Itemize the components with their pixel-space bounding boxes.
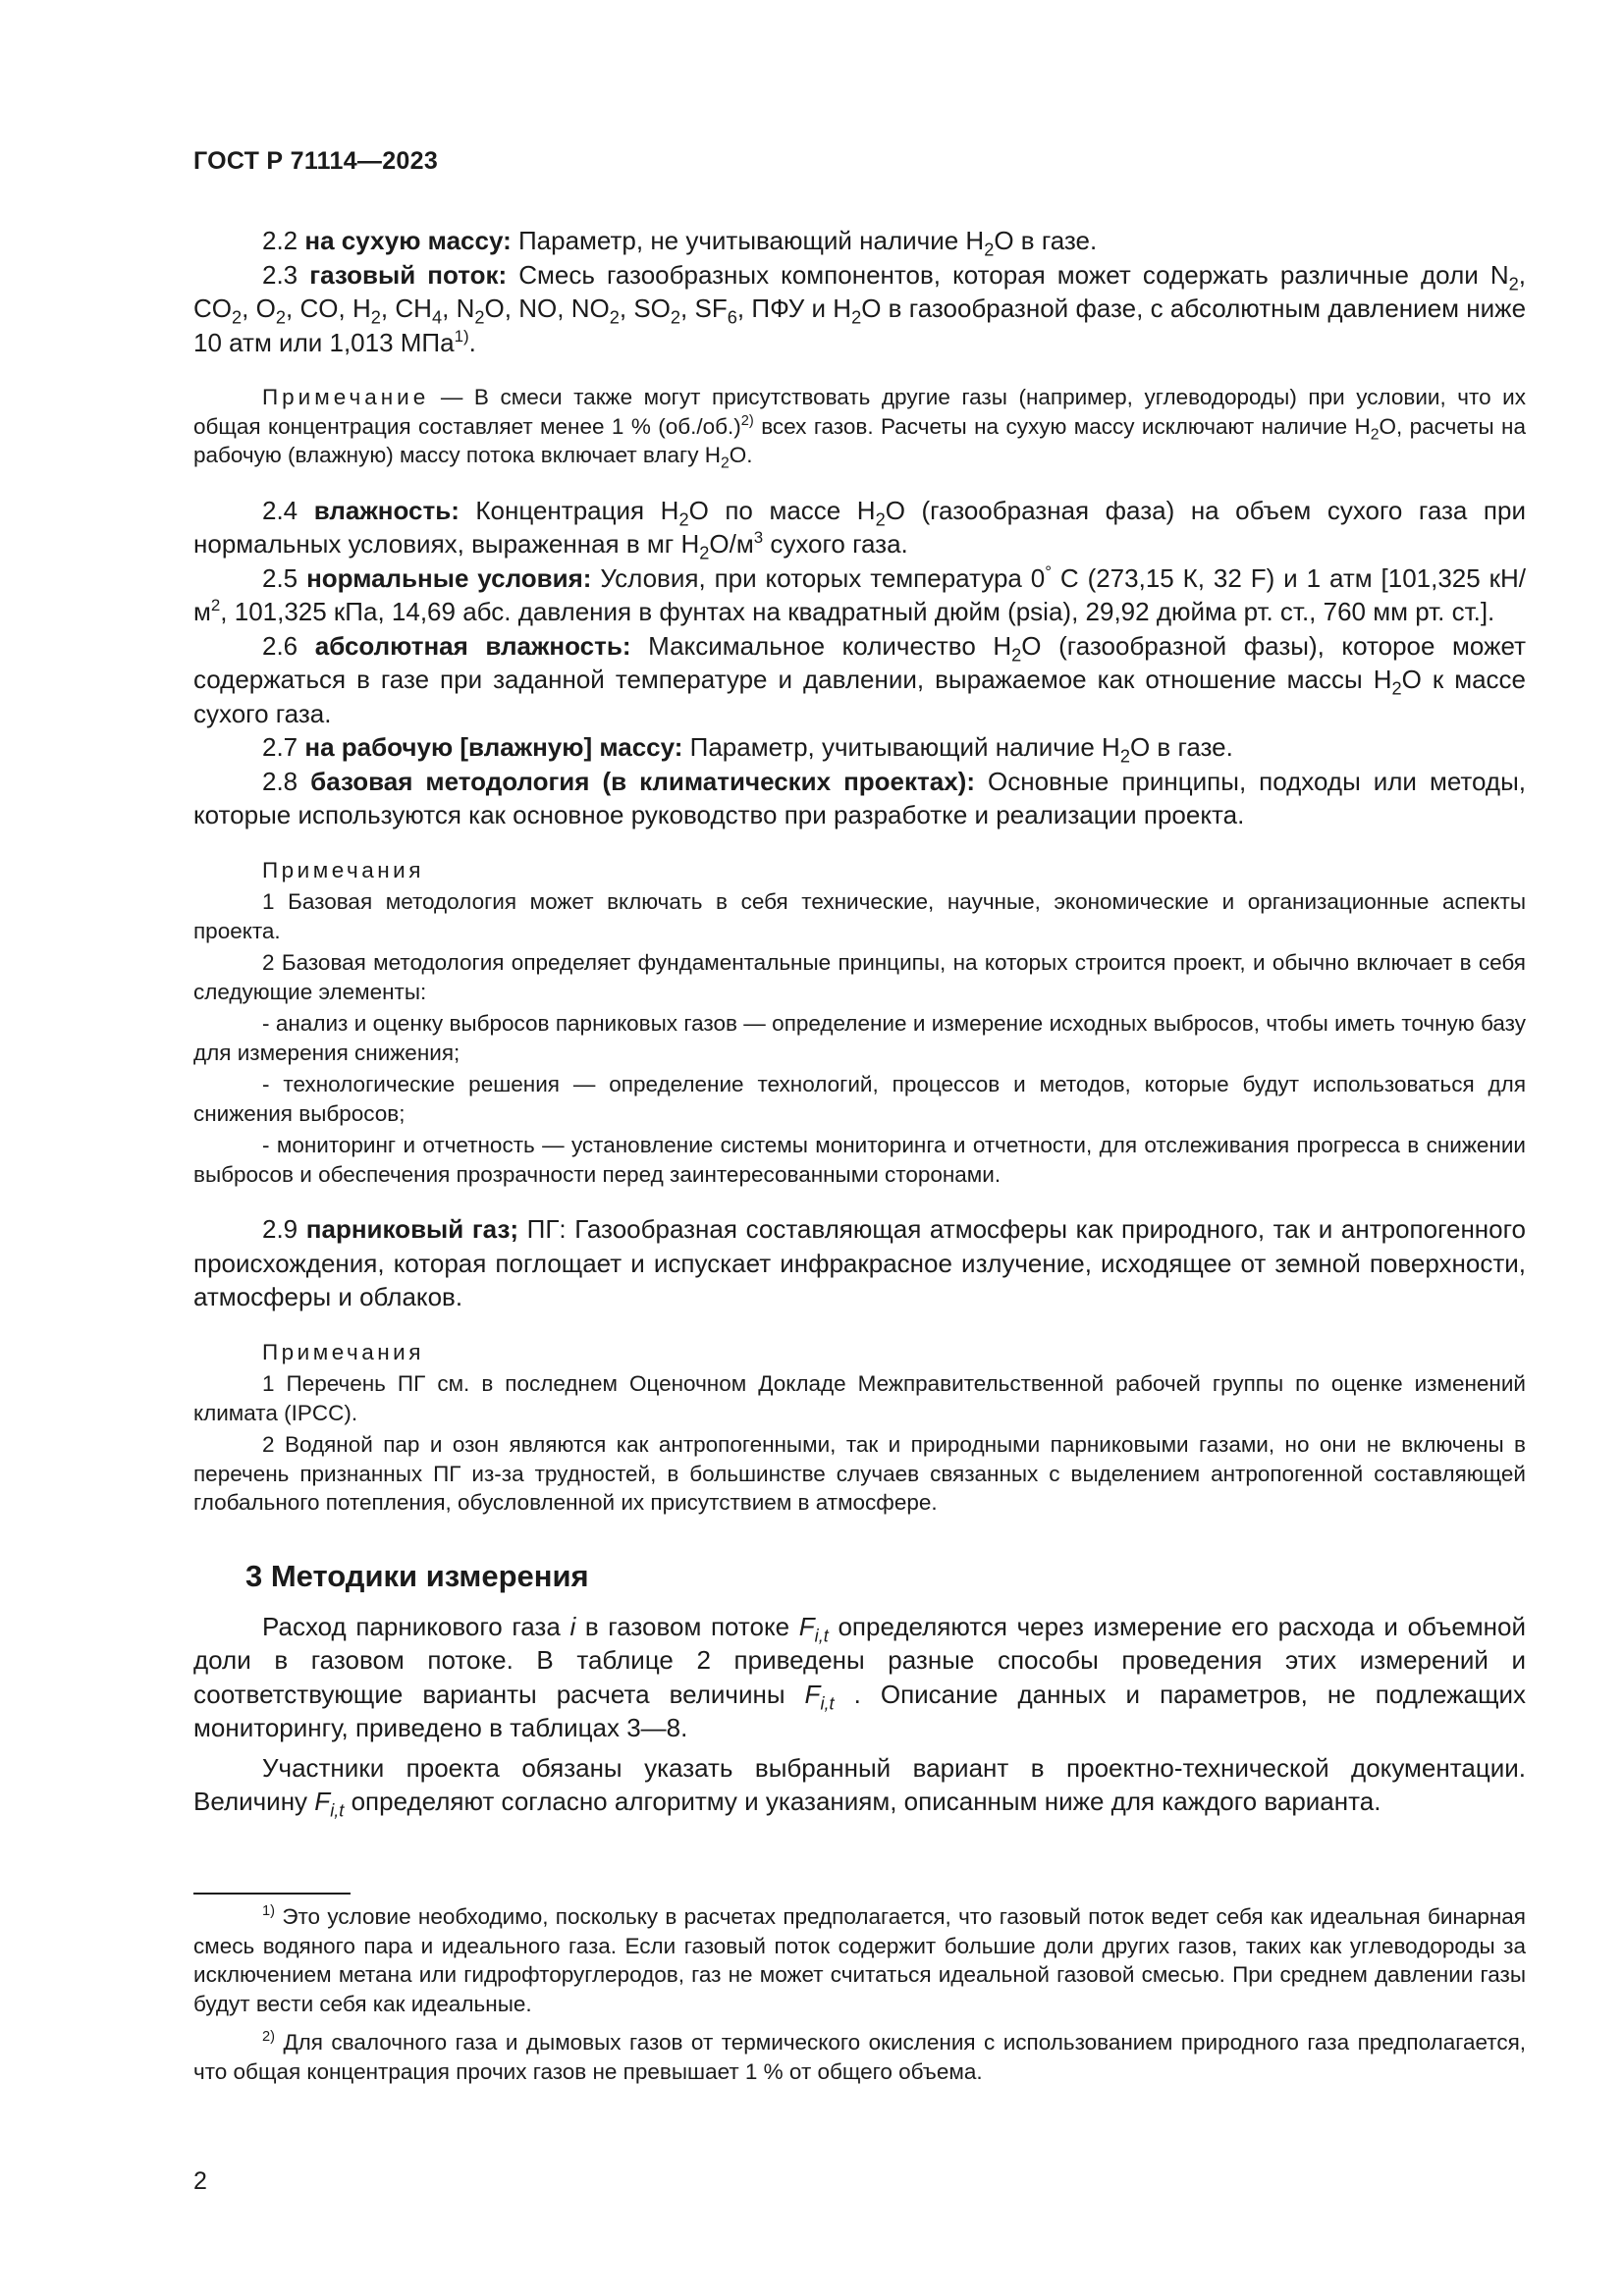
term-2-2: 2.2 на сухую массу: Параметр, не учитывающий наличие $H_2O$ в газе. bbox=[262, 226, 1098, 260]
footnote-divider bbox=[193, 1893, 351, 1895]
notes-2-9-label: Примечания bbox=[262, 1339, 424, 1364]
note-2-8-item: - мониторинг и отчетность — установление системы мониторинга и отчетности, для отслеживания прогресса в снижении выбросов и обеспечения прозрачности перед заинтересованными сторонами. bbox=[193, 1133, 1526, 1187]
section-3-title: 3 Методики измерения bbox=[245, 1558, 589, 1593]
term-2-9: 2.9 парниковый газ; ПГ: Газообразная составляющая атмосферы как природного, так и антропогенного происхождения, которая поглощает и испускает инфракрасное излучение, исходящее от земной поверхности, атмосферы и облаков. bbox=[193, 1214, 1526, 1311]
footnote-ref-2: 2) bbox=[740, 412, 754, 429]
note-label: Примечание bbox=[262, 385, 430, 409]
term-2-4-title: влажность: bbox=[313, 495, 460, 525]
note-2-3: Примечание — В смеси также могут присутствовать другие газы (например, углеводороды) при условии, что их общая концентрация составляет менее 1 % $(об./об.)^{2)}$ всех газов. Расчеты на сухую массу исключают наличие $H_2O$, расчеты на рабочую (влажную) массу потока включает влагу $H_2O$. bbox=[193, 385, 1526, 472]
note-2-9-item: 2 Водяной пар и озон являются как антропогенными, так и природными парниковыми газами, но они не включены в перечень признанных ПГ из-за трудностей, в большинстве случаев связанных с выделением антропогенной составляющей глобального потепления, обусловленной их присутствием в атмосфере. bbox=[193, 1432, 1526, 1515]
note-2-8-item: 1 Базовая методология может включать в себя технические, научные, экономические и организационные аспекты проекта. bbox=[193, 889, 1526, 943]
footnotes bbox=[193, 1902, 1526, 2086]
term-2-3-title: газовый поток: bbox=[309, 259, 508, 290]
note-2-8-item: 2 Базовая методология определяет фундаментальные принципы, на которых строится проект, и обычно включает в себя следующие элементы: bbox=[193, 950, 1526, 1004]
note-2-8-item: - анализ и оценку выбросов парниковых газов — определение и измерение исходных выбросов, чтобы иметь точную базу для измерения снижения; bbox=[193, 1011, 1526, 1065]
footnote-2: $^{2)}$ Для свалочного газа и дымовых газов от термического окисления с использованием природного газа предполагается, что общая концентрация прочих газов не превышает 1 % от общего объема. bbox=[193, 2029, 1526, 2084]
document-header: ГОСТ Р 71114—2023 bbox=[193, 147, 439, 175]
section-3-paragraph-2: Участники проекта обязаны указать выбранный вариант в проектно-технической документации. Величину $F_{i,t}$ определяют согласно алгоритму и указаниям, описанным ниже для каждого варианта. bbox=[193, 1752, 1526, 1821]
notes-2-8-label: Примечания bbox=[262, 857, 424, 882]
term-2-8: 2.8 базовая методология (в климатических проектах): Основные принципы, подходы или методы, которые используются как основное руководство при разработке и реализации проекта. bbox=[193, 766, 1527, 829]
term-2-8-title: базовая методология (в климатических проектах): bbox=[310, 766, 976, 796]
term-2-3: 2.3 газовый поток: Смесь газообразных компонентов, которая может содержать различные доли $N_2$, $CO_2$, $O_2$, CO, $H_2$, $CH_4$, $N_2O$, NO, $NO_2$, $SO_2$, $SF_6$, ПФУ и $H_2O$ в газообразной фазе, с абсолютным давлением ниже 10 атм или 1,013 МПа$^{1)}$. bbox=[193, 259, 1527, 357]
term-2-4: 2.4 влажность: Концентрация $H_2O$ по массе $H_2O$ (газообразная фаза) на объем сухого газа при нормальных условиях, выраженная в мг $H_2O/м^3$ сухого газа. bbox=[193, 495, 1526, 563]
term-2-7: 2.7 на рабочую [влажную] массу: Параметр, учитывающий наличие $H_2O$ в газе. bbox=[262, 732, 1233, 767]
note-2-9-item: 1 Перечень ПГ см. в последнем Оценочном Докладе Межправительственной рабочей группы по оценке изменений климата (IPCC). bbox=[193, 1371, 1526, 1425]
term-2-2-title: на сухую массу: bbox=[304, 226, 512, 255]
term-2-7-title: на рабочую [влажную] массу: bbox=[304, 732, 683, 762]
footnote-1: $^{1)}$ Это условие необходимо, поскольку в расчетах предполагается, что газовый поток ведет себя как идеальная бинарная смесь водяного пара и идеального газа. Если газовый поток содержит большие доли других газов, таких как углеводороды за исключением метана или гидрофторуглеродов, газ не может считаться идеальной газовой смесью. При среднем давлении газы будут вести себя как идеальные. bbox=[193, 1903, 1526, 2016]
footnote-ref-1: 1) bbox=[454, 326, 469, 346]
term-2-5: 2.5 нормальные условия: Условия, при которых температура 0° C (273,15 К, 32 F) и 1 атм [101,325 $кН/м^2$, 101,325 кПа, 14,69 абс. давления в фунтах на квадратный дюйм (psia), 29,92 дюйма рт. ст., 760 мм рт. ст.]. bbox=[193, 561, 1526, 626]
term-2-5-title: нормальные условия: bbox=[306, 562, 592, 593]
section-3-paragraph-1: Расход парникового газа i в газовом потоке $F_{i,t}$ определяются через измерение его расхода и объемной доли в газовом потоке. В таблице 2 приведены разные способы проведения этих измерений и соответствующие варианты расчета величины $F_{i,t}$ . Описание данных и параметров, не подлежащих мониторингу, приведено в таблицах 3—8. bbox=[193, 1611, 1527, 1742]
note-2-8-item: - технологические решения — определение технологий, процессов и методов, которые будут использоваться для снижения выбросов; bbox=[193, 1072, 1526, 1126]
document-body bbox=[193, 224, 1526, 1819]
page-number: 2 bbox=[193, 2167, 207, 2195]
term-2-6: 2.6 абсолютная влажность: Максимальное количество $H_2O$ (газообразной фазы), которое может содержаться в газе при заданной температуре и давлении, выражаемое как отношение массы $H_2O$ к массе сухого газа. bbox=[193, 630, 1526, 728]
term-2-6-title: абсолютная влажность: bbox=[314, 630, 631, 661]
term-2-9-title: парниковый газ; bbox=[305, 1214, 519, 1244]
